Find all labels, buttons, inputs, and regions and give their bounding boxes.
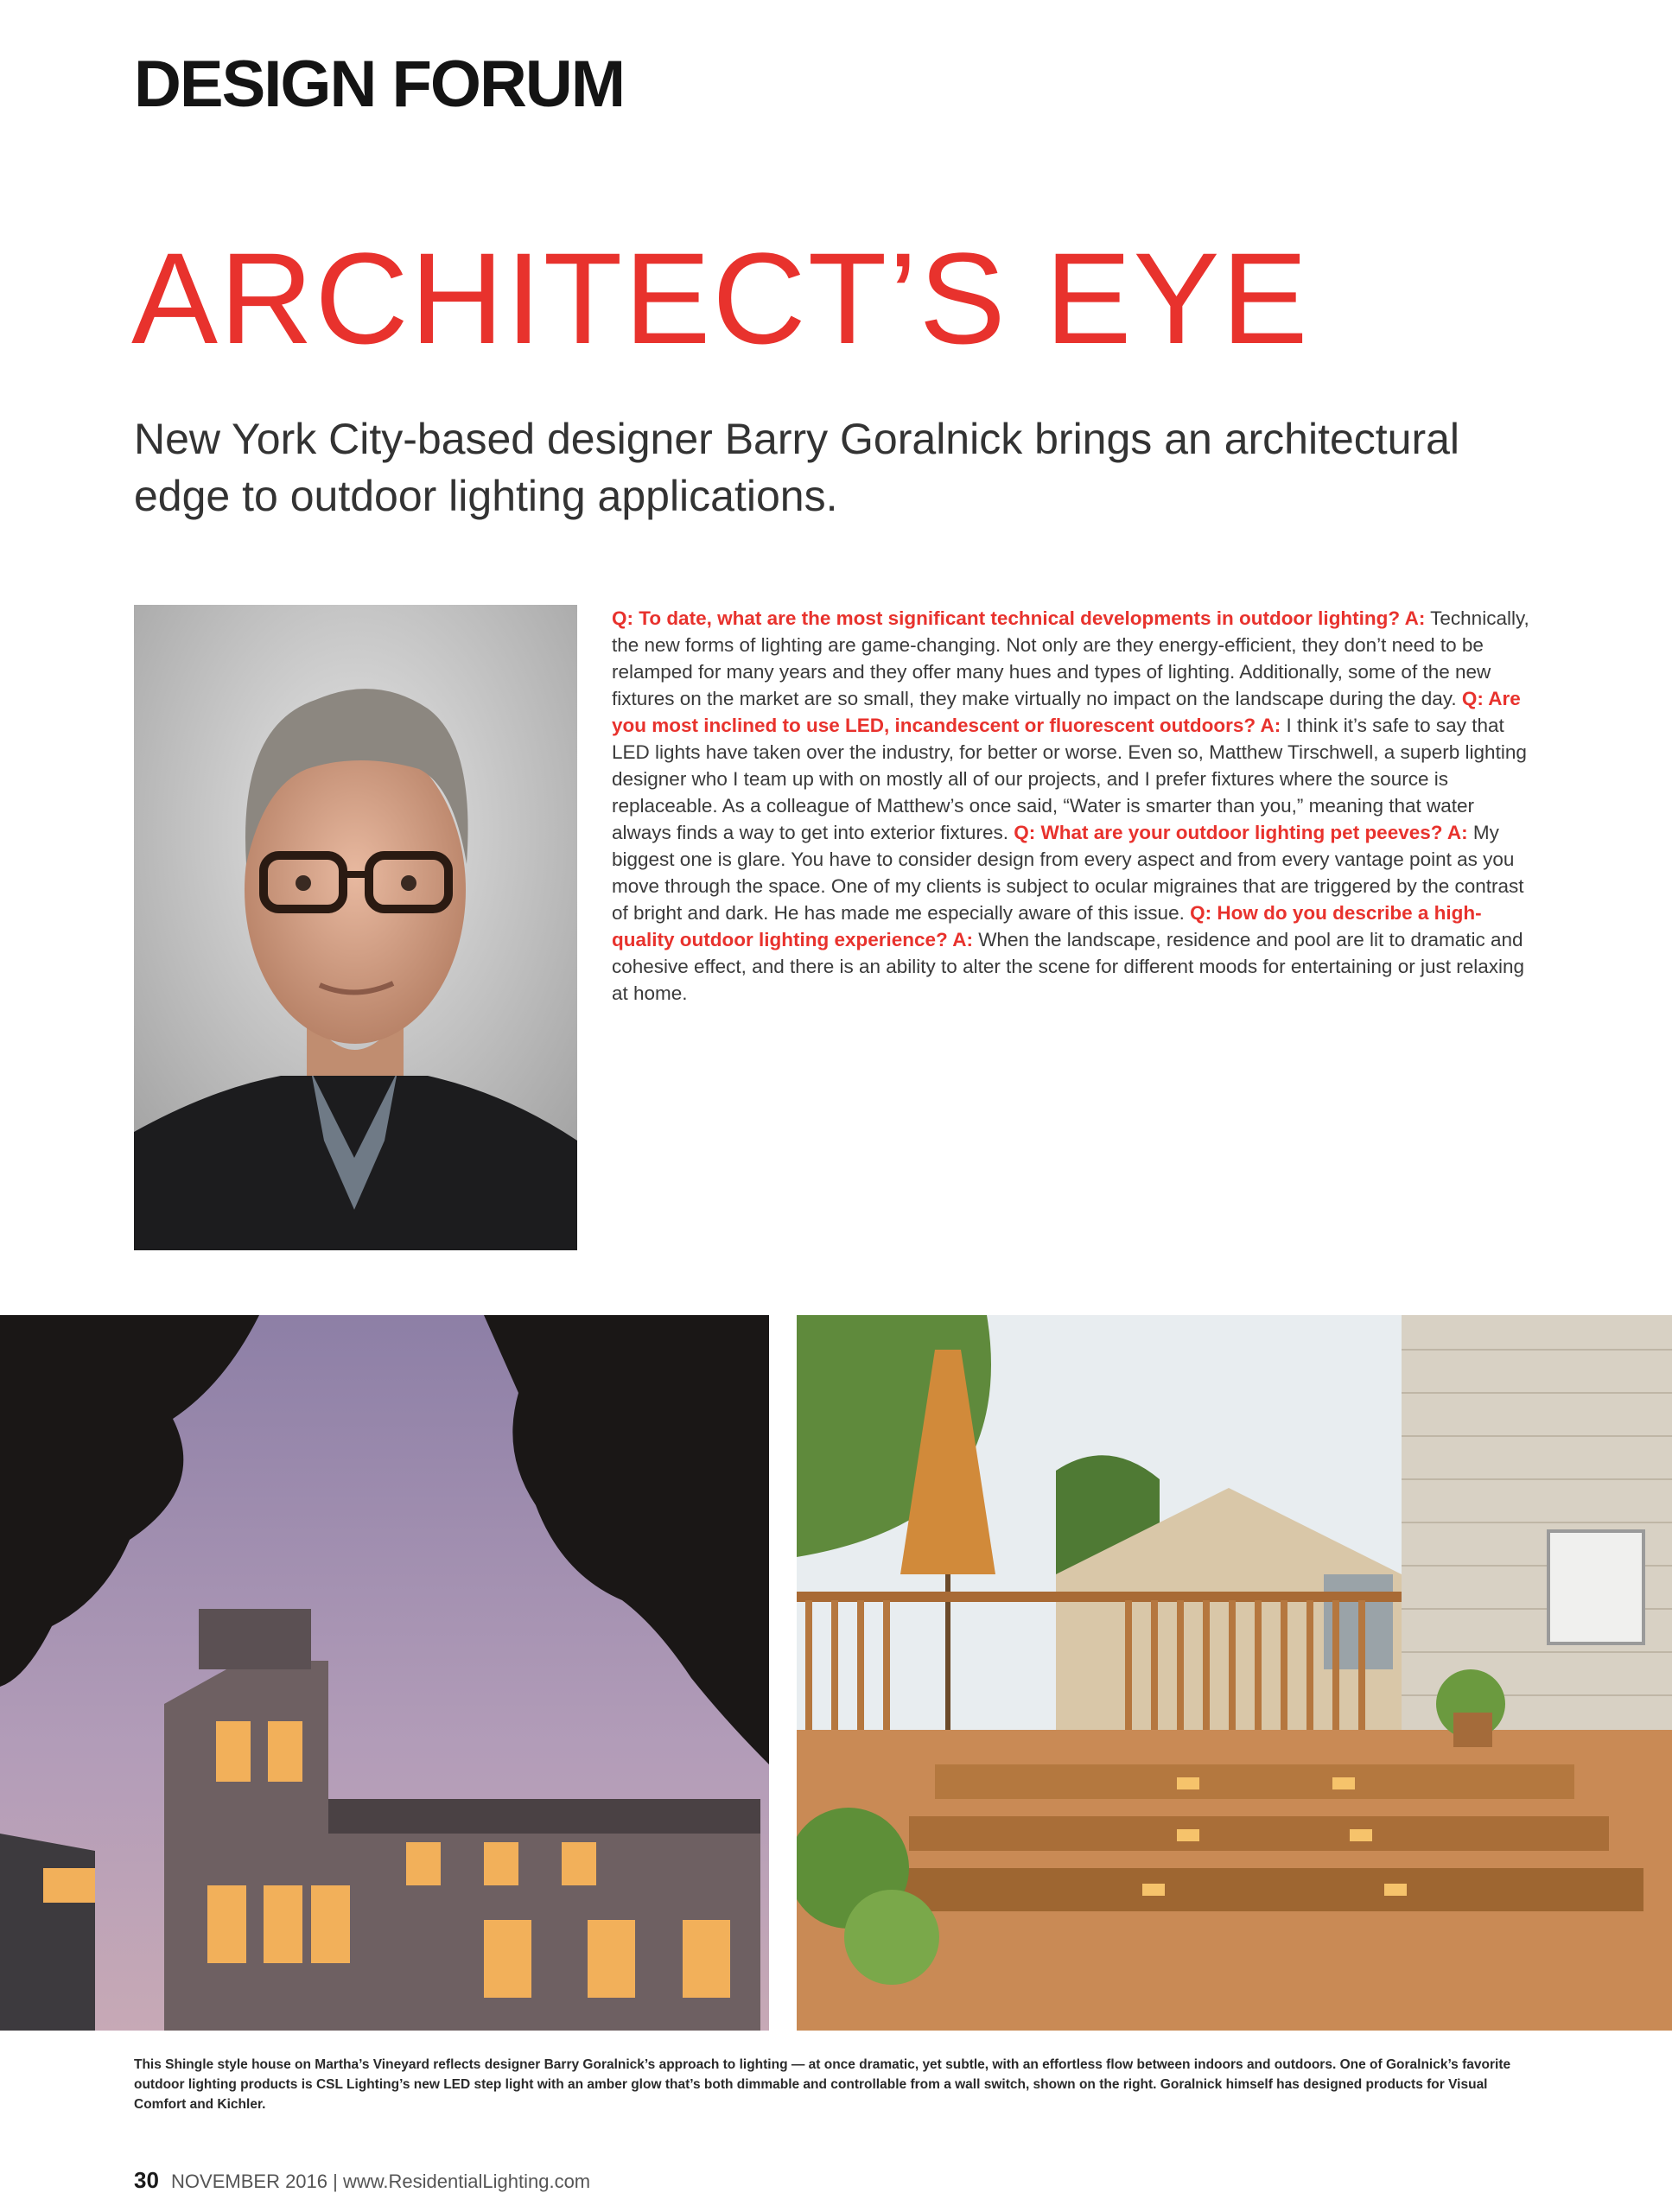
article-deck: New York City-based designer Barry Goralnick brings an architectural edge to outdoor lighting applications. (134, 415, 1460, 520)
website-link[interactable]: www.ResidentialLighting.com (342, 2171, 591, 2192)
article-headline: ARCHITECT’S EYE (131, 226, 1310, 371)
question-2: Q: Are you most inclined to use LED, incandescent or fluorescent outdoors? A: (612, 688, 1521, 736)
issue-date: NOVEMBER 2016 (171, 2171, 328, 2192)
qa-body (612, 605, 1536, 1007)
answer-4: When the landscape, residence and pool are lit to dramatic and cohesive effect, and there is an ability to alter the scene for different moods for entertaining or just relaxing at home. (612, 929, 1525, 1004)
deck-photo (797, 1315, 1672, 2031)
answer-3: My biggest one is glare. You have to consider design from every aspect and from every vantage point as you move through the space. One of my clients is subject to ocular migraines that are triggered by the contrast of bright and dark. He has made me especially aware of this issue. (612, 822, 1524, 924)
question-3: Q: What are your outdoor lighting pet peeves? A: (1014, 822, 1468, 843)
portrait-photo (134, 605, 577, 1250)
answer-1: Technically, the new forms of lighting are game-changing. Not only are they energy-efficient, they don’t need to be relamped for many years and they offer many hues and types of lighting. Additionally, some of the new fixtures on the market are so small, they make virtually no impact on the landscape during the day. (612, 607, 1529, 709)
section-label: DESIGN FORUM (134, 48, 625, 121)
footer-separator: | (333, 2171, 338, 2192)
page-footer (134, 2169, 590, 2191)
house-photo (0, 1315, 769, 2031)
question-1: Q: To date, what are the most significant technical developments in outdoor lighting? A: (612, 607, 1426, 629)
question-4: Q: How do you describe a high-quality outdoor lighting experience? A: (612, 902, 1482, 950)
photo-caption: This Shingle style house on Martha’s Vineyard reflects designer Barry Goralnick’s approach to lighting — at once dramatic, yet subtle, with an effortless flow between indoors and outdoors. One of Goralnick’s favorite outdoor lighting products is CSL Lighting’s new LED step light with an amber glow that’s both dimmable and controllable from a wall switch, shown on the right. Goralnick himself has designed products for Visual Comfort and Kichler. (134, 2057, 1511, 2112)
page-number: 30 (134, 2167, 159, 2193)
answer-2: I think it’s safe to say that LED lights have taken over the industry, for better or worse. Even so, Matthew Tirschwell, a superb lighting designer who I team up with on mostly all of our projects, and I prefer fixtures where the source is replaceable. As a colleague of Matthew’s once said, “Water is smarter than you,” meaning that water always finds a way to get into exterior fixtures. (612, 715, 1527, 843)
